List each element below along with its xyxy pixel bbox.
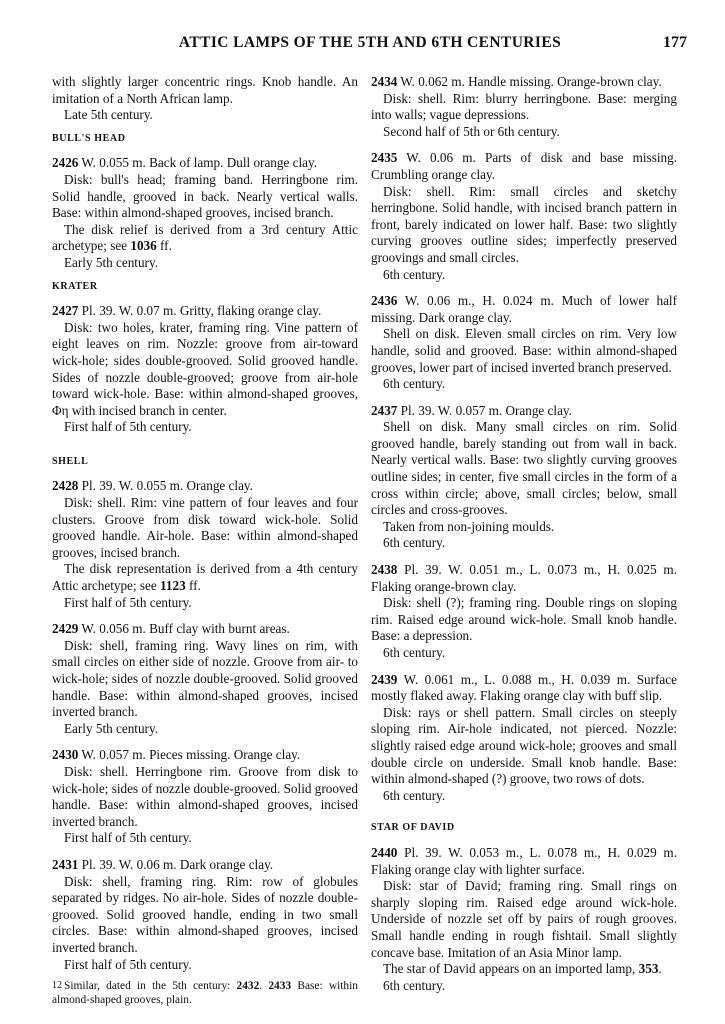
entry-text: Disk: rays or shell pattern. Small circles on steeply sloping rim. Air-hole indicated, not pierced. Nozzle: slightly raised edge around wick-hole; grooves and small double circle on underside. Small knob handle. Base: within almond-shaped (?) groove, two rows of dots. — [371, 704, 677, 787]
entry-description — [371, 672, 677, 705]
section-heading-shell: SHELL — [52, 455, 89, 467]
cross-reference: 1123 — [160, 578, 186, 594]
entry-comment: ff. — [185, 578, 201, 594]
entry-text — [52, 561, 358, 594]
running-title: ATTIC LAMPS OF THE 5TH AND 6TH CENTURIES — [178, 34, 562, 51]
entry-dimensions: Pl. 39. W. 0.055 m. Orange clay. — [78, 478, 253, 494]
entry-description — [52, 155, 358, 172]
right-column — [371, 74, 677, 1000]
footnote: Similar, dated in the 5th century: 2432. 2433 Base: within almond-shaped grooves, plain. — [52, 980, 358, 1007]
entry-number: 2431 — [52, 856, 79, 872]
entry-description — [371, 403, 677, 420]
entry-dimensions: W. 0.056 m. Buff clay with burnt areas. — [78, 621, 290, 637]
section-heading-bulls-head: BULL'S HEAD — [52, 132, 126, 144]
entry-comment: The disk relief is derived from a 3rd century Attic archetype; see — [52, 221, 358, 254]
page-number: 177 — [663, 34, 687, 51]
entry-dimensions: W. 0.055 m. Back of lamp. Dull orange clay. — [78, 155, 318, 171]
entry-date: Late 5th century. — [64, 107, 153, 123]
page-header — [0, 34, 725, 58]
entry-date: 6th century. — [383, 645, 446, 660]
note-text: Base: within almond-shaped grooves, plain. — [52, 980, 358, 1007]
entry-description — [371, 74, 677, 91]
entry-date: First half of 5th century. — [64, 594, 192, 610]
entry-number: 2440 — [371, 844, 398, 860]
note-text: Similar, dated in the 5th century: — [64, 980, 237, 993]
continued-entry — [52, 74, 358, 124]
entry-description — [371, 293, 677, 326]
catalogue-entry-2438 — [371, 562, 677, 662]
catalogue-entry-2428 — [52, 478, 358, 611]
entry-date: First half of 5th century. — [64, 956, 192, 972]
catalogue-entry-2430 — [52, 747, 358, 847]
entry-number: 2428 — [52, 478, 79, 494]
entry-text: Disk: shell, framing ring. Wavy lines on rim, with small circles on either side of nozzle. Groove from air- to wick-hole; sides of nozzle double-grooved. Solid grooved handle. Base: within almond-shaped grooves, incised inverted branch. — [52, 637, 358, 720]
catalogue-entry-2437 — [371, 403, 677, 552]
entry-number: 2439 — [371, 671, 398, 687]
entry-comment: Taken from non-joining moulds. — [383, 518, 555, 534]
entry-dimensions: W. 0.06 m., H. 0.024 m. Much of lower half missing. Dark orange clay. — [371, 293, 677, 325]
entry-number: 2436 — [371, 293, 398, 309]
entry-text — [52, 222, 358, 255]
entry-dimensions: Pl. 39. W. 0.07 m. Gritty, flaking orange clay. — [78, 303, 322, 319]
catalogue-entry-2435 — [371, 150, 677, 283]
cross-reference: 2433 — [268, 980, 292, 993]
cross-reference: 2432 — [236, 980, 260, 993]
entry-description — [52, 747, 358, 764]
entry-description — [52, 478, 358, 495]
entry-text: Disk: shell, framing ring. Rim: row of globules separated by ridges. No air-hole. Sides of nozzle double-grooved. Solid grooved handle, ending in two small circles. Base: within almond-shaped grooves, incised inverted branch. — [52, 873, 358, 955]
entry-text: Disk: star of David; framing ring. Small rings on sharply sloping rim. Raised edge around wick-hole. Underside of nozzle set off by pairs of rough grooves. Small handle ending in rough fishtail. Small slightly concave base. Imitation of an Asia Minor lamp. — [371, 878, 677, 960]
entry-description — [371, 845, 677, 878]
entry-text — [371, 961, 677, 978]
catalogue-entry-2434 — [371, 74, 677, 140]
entry-description — [371, 150, 677, 183]
entry-description — [52, 303, 358, 320]
entry-dimensions: W. 0.061 m., L. 0.088 m., H. 0.039 m. Surface mostly flaked away. Flaking orange clay with buff slip. — [371, 671, 677, 704]
entry-text: with slightly larger concentric rings. Knob handle. An imitation of a North African lamp. — [52, 74, 358, 106]
entry-text-part: Disk: two holes, krater, framing ring. Vine pattern of eight leaves on rim. Nozzle: groove from air-toward wick-hole; sides double-grooved. Solid grooved handle. Sides of nozzle double-grooved; groove from air-hole toward wick-hole. Base: within almond-shaped grooves, — [52, 319, 358, 402]
entry-text: Shell on disk. Many small circles on rim. Solid grooved handle, barely standing out from wall in back. Nearly vertical walls. Base: two slightly curving grooves outline sides; in center, five small circles in the form of a cross within circle; above, small circles; below, small circles and cross-grooves. — [371, 419, 677, 518]
entry-text: Disk: shell. Rim: vine pattern of four leaves and four clusters. Groove from disk toward wick-hole. Solid grooved handle. Air-hole. Base: within almond-shaped grooves, incised branch. — [52, 495, 358, 560]
entry-dimensions: Pl. 39. W. 0.051 m., L. 0.073 m., H. 0.025 m. Flaking orange-brown clay. — [371, 562, 677, 594]
entry-number: 2435 — [371, 150, 398, 166]
cross-reference: 353 — [638, 961, 659, 977]
section-heading-krater: KRATER — [52, 280, 98, 292]
catalogue-entry-2436 — [371, 293, 677, 393]
left-column — [52, 74, 358, 1007]
entry-dimensions: Pl. 39. W. 0.057 m. Orange clay. — [397, 402, 572, 418]
entry-number: 2429 — [52, 621, 79, 637]
section-heading-star-of-david: STAR OF DAVID — [371, 822, 455, 834]
entry-dimensions: Pl. 39. W. 0.06 m. Dark orange clay. — [78, 856, 274, 872]
entry-text: Shell on disk. Eleven small circles on rim. Very low handle, solid and grooved. Base: within almond-shaped grooves, lower part of incised inverted branch preserved. — [371, 326, 677, 375]
signature-mark: 12 — [52, 980, 62, 991]
entry-comment: . — [658, 961, 662, 977]
entry-date: Early 5th century. — [64, 254, 158, 270]
cross-reference: 1036 — [130, 238, 157, 254]
catalogue-entry-2429 — [52, 621, 358, 737]
entry-text: Disk: shell. Herringbone rim. Groove from disk to wick-hole; sides of nozzle double-grooved. Solid grooved handle. Base: within almond-shaped grooves, incised inverted branch. — [52, 763, 358, 829]
entry-date: First half of 5th century. — [64, 419, 192, 435]
entry-number: 2438 — [371, 562, 398, 578]
entry-date: First half of 5th century. — [64, 830, 192, 846]
entry-description — [52, 621, 358, 638]
entry-date: Second half of 5th or 6th century. — [383, 123, 560, 139]
entry-text: Disk: shell. Rim: blurry herringbone. Base: merging into walls; vague depressions. — [371, 90, 677, 123]
entry-number: 2434 — [371, 74, 398, 89]
entry-description — [371, 562, 677, 595]
entry-text: Disk: bull's head; framing band. Herringbone rim. Solid handle, grooved in back. Nearly vertical walls. Base: within almond-shaped grooves, incised branch. — [52, 171, 358, 221]
entry-comment: ff. — [156, 238, 172, 254]
catalogue-entry-2439 — [371, 672, 677, 805]
entry-number: 2427 — [52, 303, 79, 319]
entry-description — [52, 857, 358, 874]
entry-number: 2437 — [371, 402, 398, 418]
entry-dimensions: W. 0.062 m. Handle missing. Orange-brown clay. — [397, 74, 662, 89]
entry-number: 2430 — [52, 747, 79, 763]
entry-text-part: with incised branch in center. — [68, 402, 227, 418]
entry-text: Disk: shell (?); framing ring. Double rings on sloping rim. Raised edge around wick-hole. Small knob handle. Base: a depression. — [371, 595, 677, 644]
entry-number: 2426 — [52, 155, 79, 171]
entry-dimensions: W. 0.057 m. Pieces missing. Orange clay. — [78, 747, 301, 763]
catalogue-entry-2440 — [371, 845, 677, 994]
entry-dimensions: Pl. 39. W. 0.053 m., L. 0.078 m., H. 0.029 m. Flaking orange clay with lighter surface. — [371, 844, 677, 877]
entry-date: 6th century. — [383, 266, 446, 282]
catalogue-entry-2427 — [52, 303, 358, 436]
entry-text: Disk: shell. Rim: small circles and sketchy herringbone. Solid handle, with incised branch pattern in front, barely indicated on lower half. Base: two slightly curving grooves outline sides; imperfectly preserved groovings and small circles. — [371, 183, 677, 265]
entry-date: 6th century. — [383, 376, 446, 392]
entry-date: Early 5th century. — [64, 720, 158, 736]
entry-date: 6th century. — [383, 977, 446, 993]
entry-dimensions: W. 0.06 m. Parts of disk and base missing. Crumbling orange clay. — [371, 150, 677, 182]
greek-letters: Φη — [52, 402, 69, 418]
catalogue-entry-2426 — [52, 155, 358, 271]
entry-comment: The star of David appears on an imported lamp, — [383, 961, 639, 977]
entry-comment: The disk representation is derived from a 4th century Attic archetype; see — [52, 561, 358, 594]
entry-date: 6th century. — [383, 535, 446, 551]
entry-text — [52, 320, 358, 420]
catalogue-entry-2431 — [52, 857, 358, 973]
entry-date: 6th century. — [383, 787, 446, 803]
